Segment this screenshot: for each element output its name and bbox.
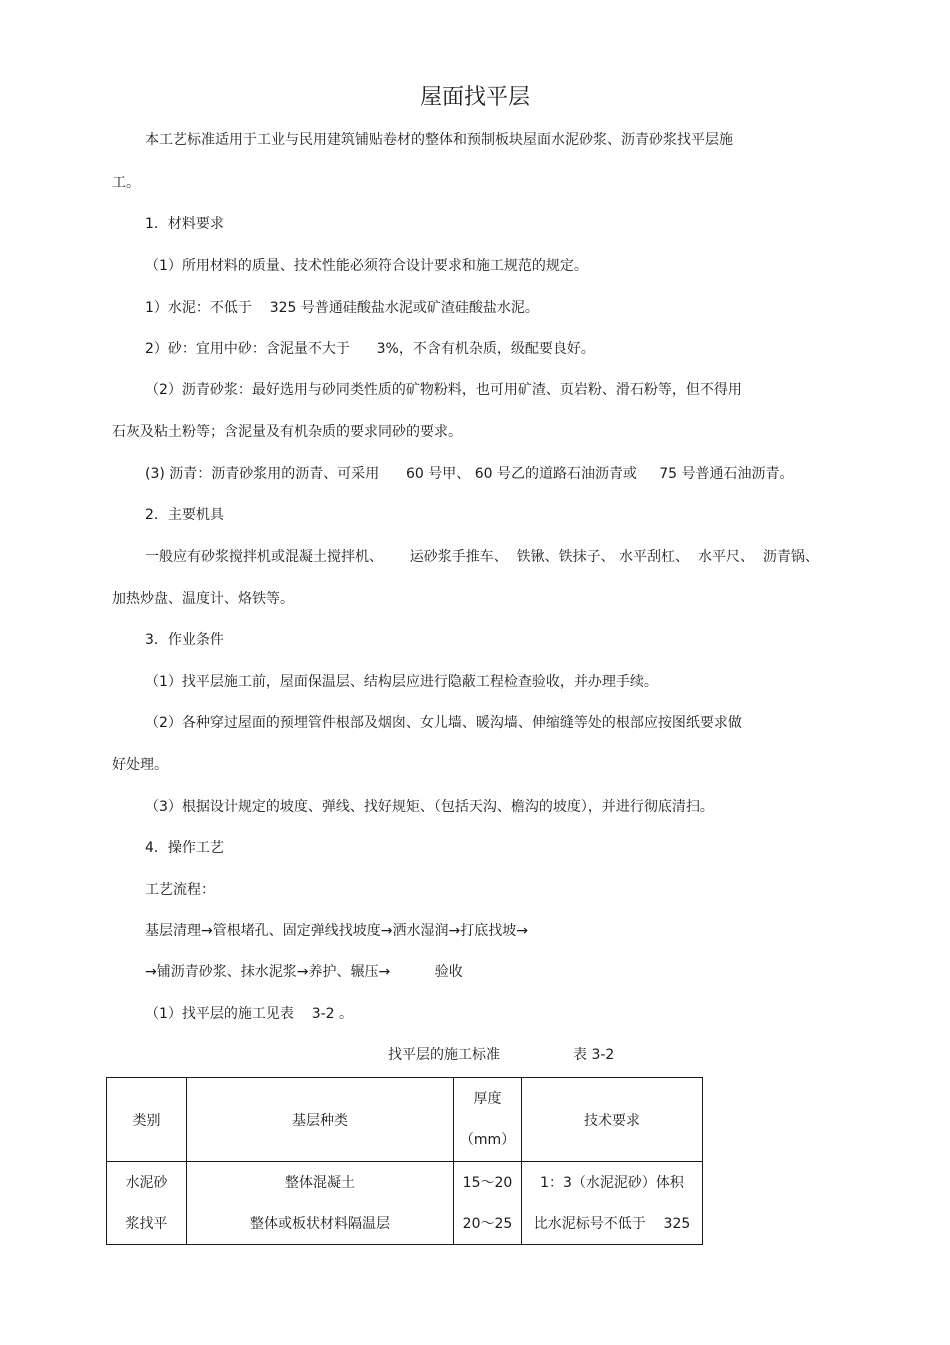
cell-base-type [187, 1162, 454, 1245]
cell-requirement-line-1: 1：3（水泥泥砂）体积 [540, 1174, 684, 1191]
process-flow-label: 工艺流程： [145, 882, 215, 898]
header-thickness-label: 厚度 [473, 1091, 502, 1107]
table-header-row [107, 1078, 703, 1162]
cell-category-line-1: 水泥砂 [125, 1174, 168, 1191]
header-thickness-unit: （mm） [459, 1132, 516, 1148]
cell-thickness-line-1: 15～20 [462, 1174, 513, 1191]
section-1-para-4-line-1: （2）沥青砂浆：最好选用与砂同类性质的矿物粉料，也可用矿渣、页岩粉、滑石粉等，但不得用 [145, 382, 742, 398]
section-2-heading: 2．主要机具 [145, 507, 224, 523]
table-row [107, 1162, 703, 1245]
spec-table [106, 1077, 703, 1245]
header-thickness [454, 1078, 522, 1162]
cell-base-line-2: 整体或板状材料隔温层 [250, 1215, 390, 1232]
table-number: 表 3-2 [573, 1047, 615, 1063]
section-4-heading: 4．操作工艺 [145, 840, 224, 856]
cell-category-line-2: 浆找平 [125, 1215, 168, 1232]
cell-thickness [454, 1162, 522, 1245]
intro-line-2: 工。 [112, 175, 140, 191]
process-flow-line-1: 基层清理→管根堵孔、固定弹线找坡度→洒水湿润→打底找坡→ [145, 923, 528, 939]
section-3-para-2-line-2: 好处理。 [112, 757, 168, 773]
section-3-para-1: （1）找平层施工前，屋面保温层、结构层应进行隐蔽工程检查验收，并办理手续。 [145, 674, 658, 690]
cell-category [107, 1162, 187, 1245]
section-1-para-2: 1）水泥：不低于 325 号普通硅酸盐水泥或矿渣硅酸盐水泥。 [145, 300, 539, 316]
header-base-type: 基层种类 [187, 1078, 454, 1162]
section-2-para-1-line-2: 加热炒盘、温度计、烙铁等。 [112, 591, 294, 607]
process-flow-line-2: →铺沥青砂浆、抹水泥浆→养护、辗压→ 验收 [145, 964, 463, 980]
cell-requirement [522, 1162, 703, 1245]
section-3-heading: 3．作业条件 [145, 632, 224, 648]
section-1-para-3: 2）砂：宜用中砂：含泥量不大于 3%，不含有机杂质，级配要良好。 [145, 341, 595, 357]
cell-base-line-1: 整体混凝土 [285, 1174, 355, 1191]
section-3-para-2-line-1: （2）各种穿过屋面的预埋管件根部及烟囱、女儿墙、暖沟墙、伸缩缝等处的根部应按图纸要求做 [145, 715, 742, 731]
page-title: 屋面找平层 [419, 85, 530, 110]
section-2-para-1-line-1: 一般应有砂浆搅拌机或混凝土搅拌机、 运砂浆手推车、 铁锹、铁抹子、 水平刮杠、 水平尺、 沥青锅、 [145, 549, 819, 565]
header-category: 类别 [107, 1078, 187, 1162]
header-requirement: 技术要求 [522, 1078, 703, 1162]
section-3-para-3: （3）根据设计规定的坡度、弹线、找好规矩、（包括天沟、檐沟的坡度），并进行彻底清扫。 [145, 799, 714, 815]
section-1-heading: 1．材料要求 [145, 216, 224, 232]
cell-thickness-line-2: 20～25 [462, 1215, 513, 1232]
cell-requirement-line-2: 比水泥标号不低于 325 [533, 1215, 691, 1232]
section-1-para-1: （1）所用材料的质量、技术性能必须符合设计要求和施工规范的规定。 [145, 258, 588, 274]
intro-line-1: 本工艺标准适用于工业与民用建筑铺贴卷材的整体和预制板块屋面水泥砂浆、沥青砂浆找平层施 [145, 132, 733, 148]
table-caption: 找平层的施工标准 [388, 1047, 500, 1063]
section-1-para-5: (3) 沥青：沥青砂浆用的沥青、可采用 60 号甲、 60 号乙的道路石油沥青或 75 号普通石油沥青。 [145, 466, 794, 482]
section-1-para-4-line-2: 石灰及粘土粉等；含泥量及有机杂质的要求同砂的要求。 [112, 424, 462, 440]
section-4-para-1: （1）找平层的施工见表 3-2 。 [145, 1006, 354, 1022]
